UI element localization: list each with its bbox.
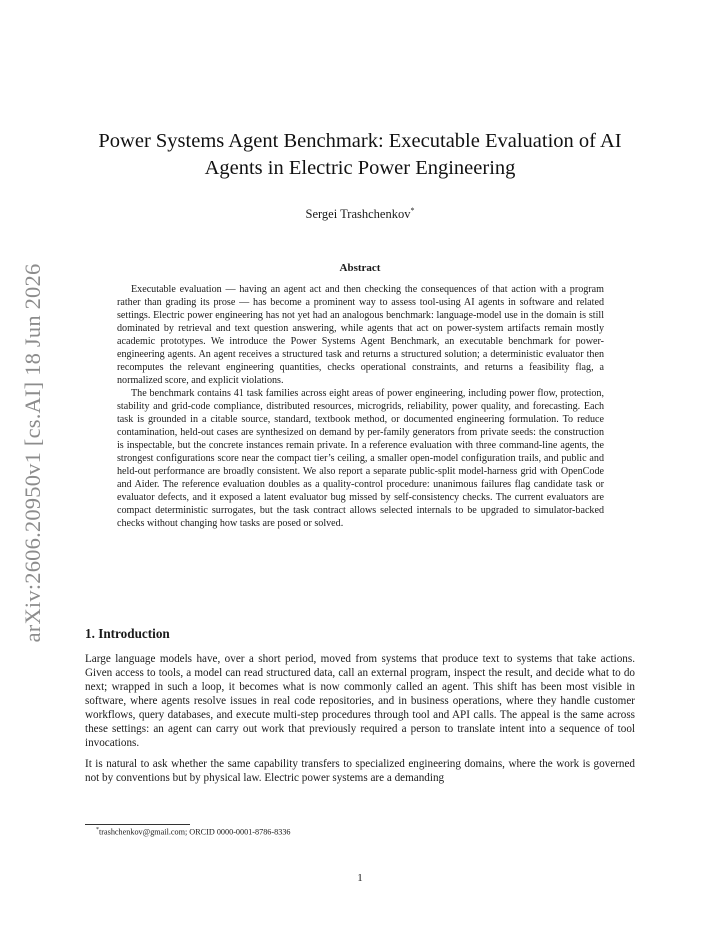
author-footnote-mark: * <box>410 206 415 215</box>
author-line <box>0 206 720 222</box>
author-name: Sergei Trashchenkov <box>305 207 411 222</box>
body-paragraph: It is natural to ask whether the same capability transfers to specialized engineering domains, where the work is governed not by conventions but by physical law. Electric power systems are a demanding <box>85 758 635 784</box>
paper-title: Power Systems Agent Benchmark: Executable Evaluation of AI Agents in Electric Power Engineering <box>98 130 622 179</box>
abstract <box>117 283 604 530</box>
arxiv-identifier: arXiv:2606.20950v1 [cs.AI] 18 Jun 2026 <box>20 263 45 642</box>
arxiv-sidebar-stamp <box>16 265 50 640</box>
footnote-text: trashchenkov@gmail.com; ORCID 0000-0001-8786-8336 <box>99 827 291 837</box>
abstract-paragraph: Executable evaluation — having an agent act and then checking the consequences of that action with a program rather than grading its prose — has become a prominent way to assess tool-using AI agents in software and related settings. Electric power engineering has not yet had an analogous benchmark: language-model use in the domain is still dominated by retrieval and text question answering, while agents that act on power-system artifacts remain mostly academic prototypes. We introduce the Power Systems Agent Benchmark, an executable benchmark for power-engineering agents. An agent receives a structured task and returns a structured solution; a deterministic evaluator then recomputes the relevant engineering quantities, checks operational constraints, and returns a feasibility flag, a normalized score, and explicit violations. <box>117 284 604 386</box>
footnote-rule <box>85 824 190 825</box>
section-heading-introduction: 1. Introduction <box>85 626 170 641</box>
footnote-mark: * <box>96 827 99 833</box>
introduction-body <box>85 652 635 792</box>
abstract-paragraph: The benchmark contains 41 task families across eight areas of power engineering, including power flow, protection, stability and grid-code compliance, distributed resources, microgrids, reliability, power quality, and forecasting. Each task is grounded in a citable source, standard, textbook method, or documented engineering formulation. To reduce contamination, held-out cases are synthesized on demand by per-family generators from private seeds: the construction is inspectable, but the concrete instances remain private. In a reference evaluation with three command-line agents, the strongest configurations score near the compact tier’s ceiling, a smaller open-model configuration trails, and public and held-out performance are broadly consistent. We also report a separate public-split model-harness grid with OpenCode and Aider. The reference evaluation doubles as a quality-control procedure: unanimous failures flag candidate task or evaluator defects, and it exposed a latent evaluator bug missed by self-consistency checks. The current evaluators are compact deterministic surrogates, but the task contract allows selected internals to be upgraded to simulator-backed checks without changing how tasks are posed or solved. <box>117 388 604 529</box>
page-number: 1 <box>357 872 363 884</box>
body-paragraph: Large language models have, over a short period, moved from systems that produce text to systems that take actions. Given access to tools, a model can read structured data, call an external program, inspect the result, and decide what to do next; wrapped in such a loop, it becomes what is now commonly called an agent. This shift has been most visible in software, where agents resolve issues in real code repositories, and in business operations, where they handle customer workflows, query databases, and execute multi-step procedures through tool and API calls. The appeal is the same across these settings: an agent can carry out work that previously required a person to translate intent into a sequence of tool invocations. <box>85 653 635 749</box>
footnote <box>96 827 291 837</box>
abstract-heading: Abstract <box>339 262 381 274</box>
